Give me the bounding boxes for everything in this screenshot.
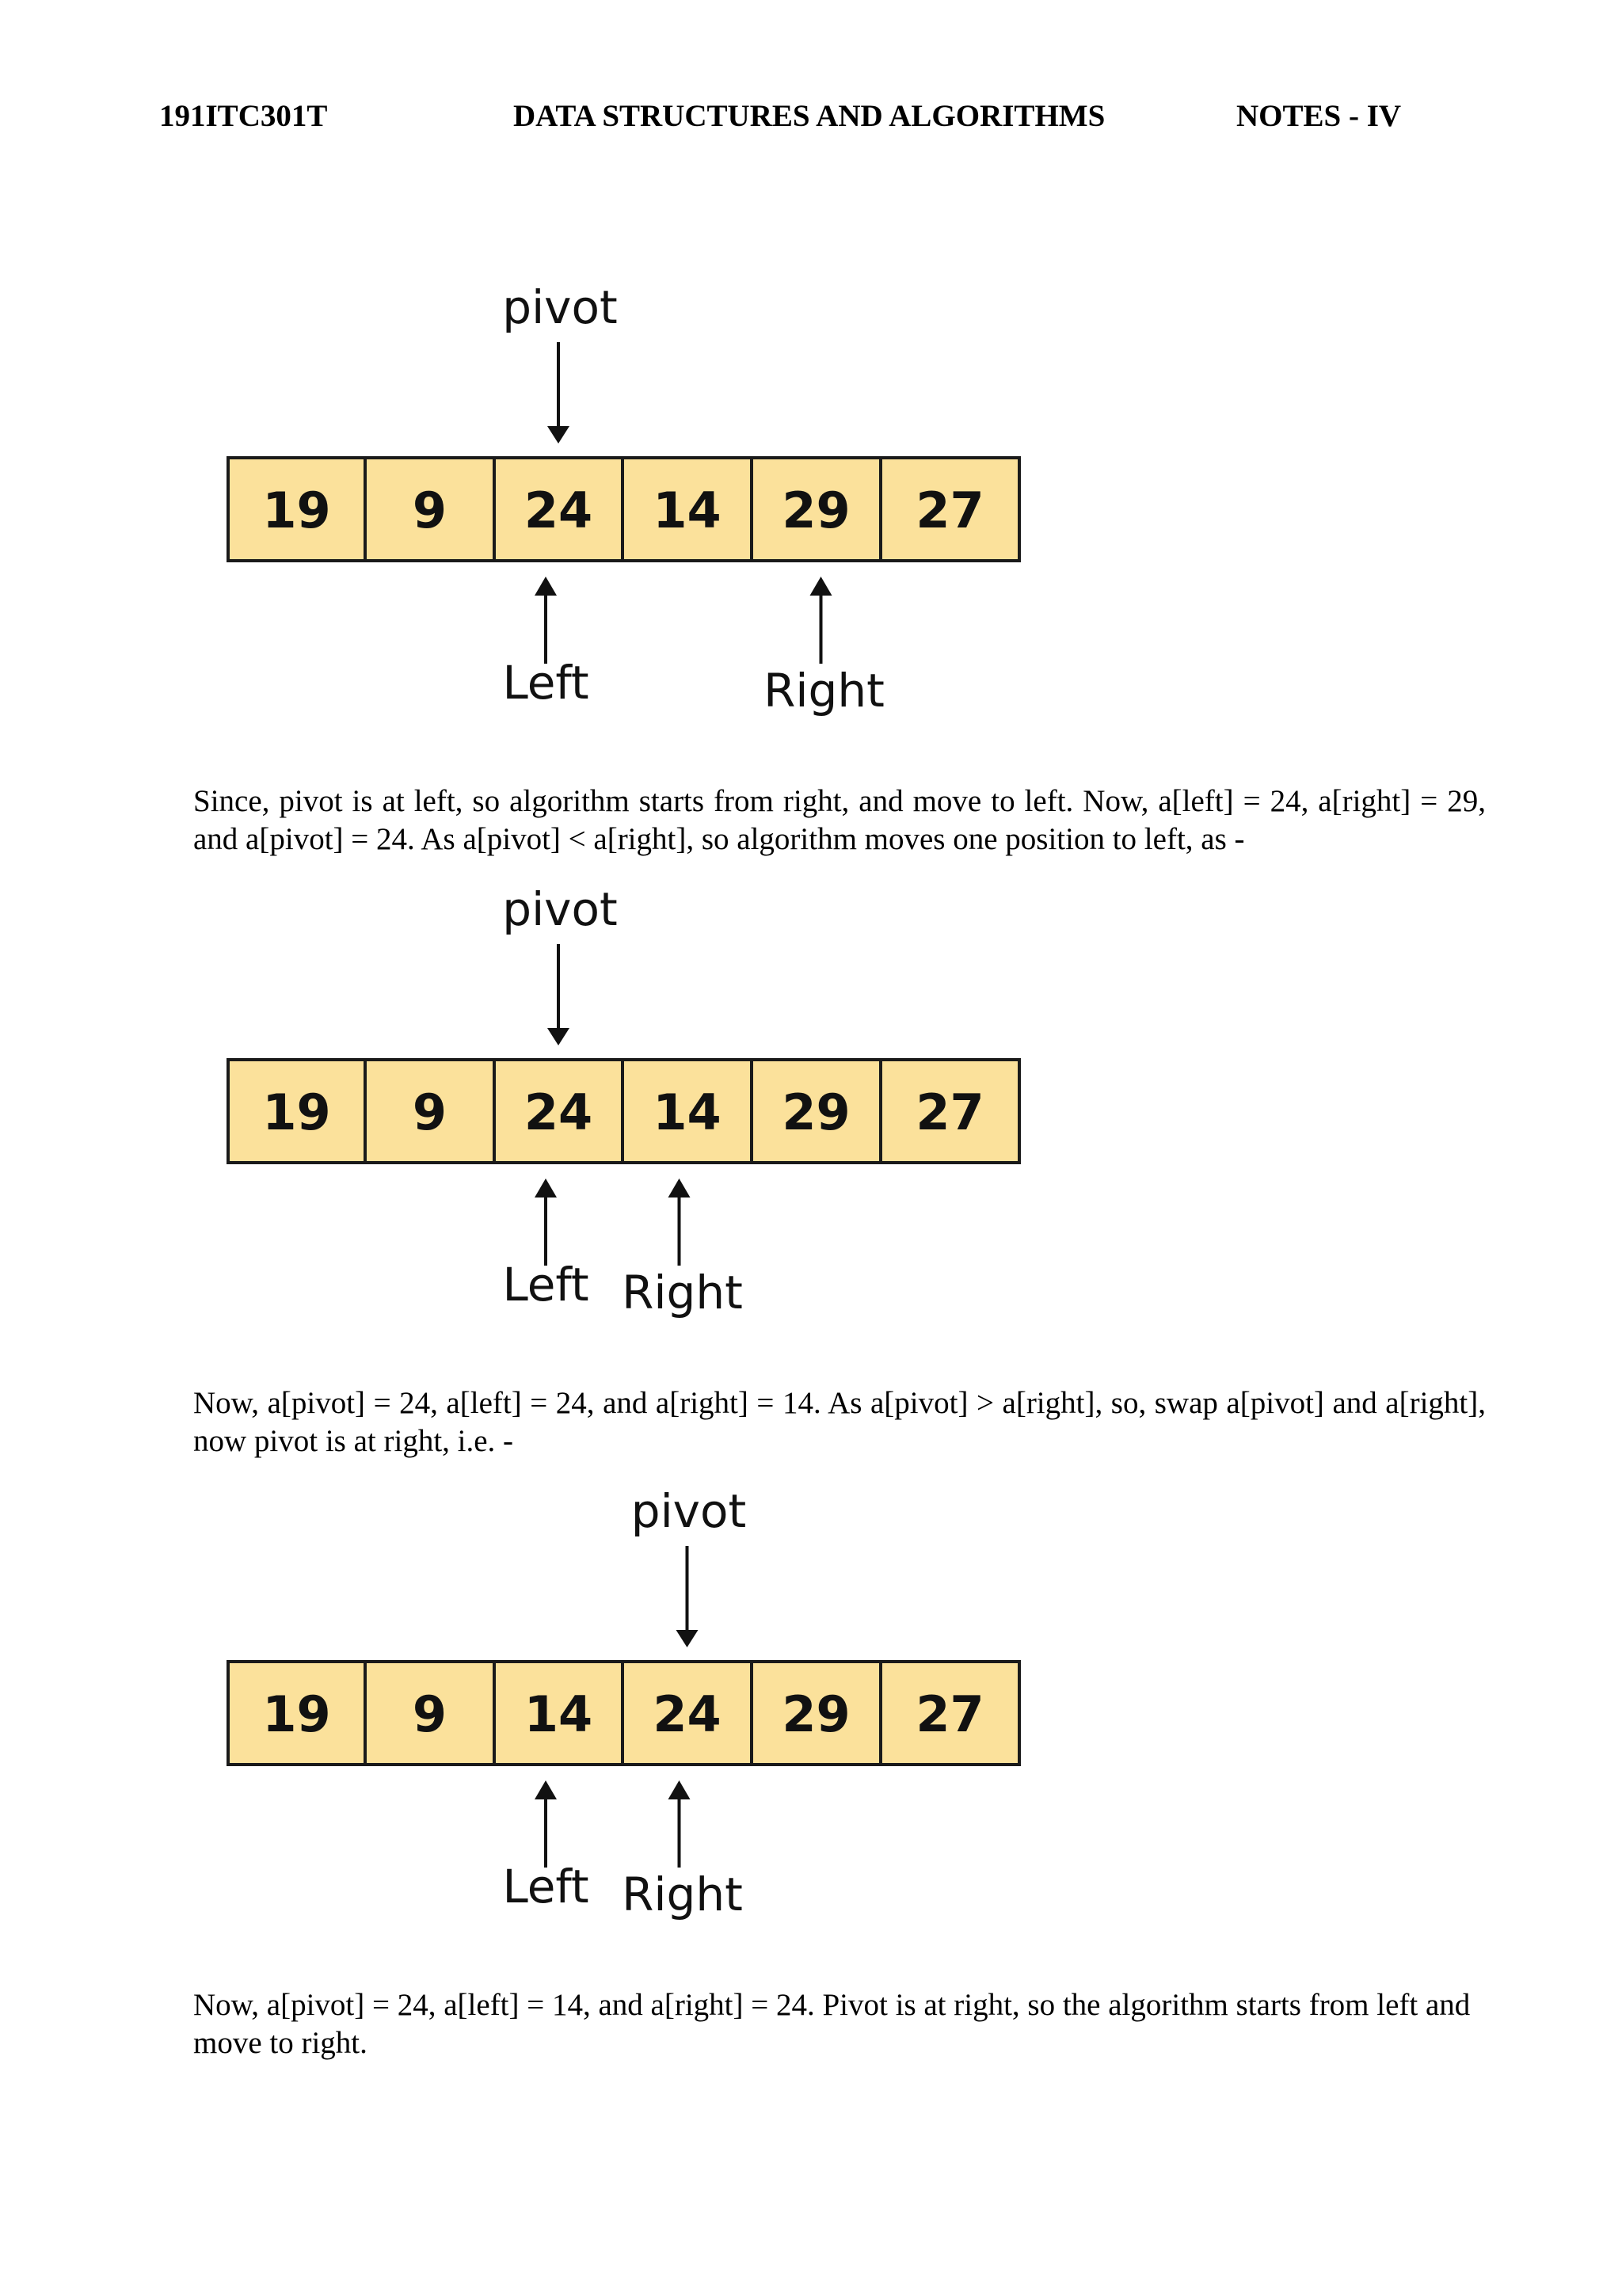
pivot-label: pivot — [502, 285, 618, 334]
header-course-code: 191ITC301T — [159, 99, 328, 133]
array-cell-value: 14 — [524, 1685, 593, 1743]
paragraph-2: Now, a[pivot] = 24, a[left] = 24, and a[right] = 14. As a[pivot] > a[right], so, swap a[pivot] and a[right], now pivot is at right, i.e. - — [193, 1386, 1486, 1458]
array-cell-value: 24 — [524, 1083, 593, 1141]
left-arrow-up-icon — [535, 1178, 557, 1197]
array-cell-value: 9 — [412, 1083, 447, 1141]
array-cell-value: 27 — [916, 1685, 984, 1743]
paragraph-1: Since, pivot is at left, so algorithm starts from right, and move to left. Now, a[left] = 24, a[right] = 29, and a[pivot] = 24. As a[pivot] < a[right], so algorithm moves one position to left, as - — [193, 784, 1486, 856]
pivot-label: pivot — [630, 1489, 747, 1538]
array-svg — [0, 887, 1622, 1331]
array-svg — [0, 285, 1622, 729]
array-diagram-2 — [0, 887, 1622, 1331]
array-cell-value: 27 — [916, 482, 984, 539]
left-label: Left — [502, 656, 589, 710]
array-cell-value: 29 — [782, 1083, 851, 1141]
array-cell-value: 14 — [653, 1083, 722, 1141]
right-arrow-up-icon — [810, 577, 832, 596]
array-cell-value: 19 — [262, 482, 331, 539]
right-label: Right — [763, 664, 885, 718]
array-diagram-1 — [0, 285, 1622, 729]
array-cell-value: 27 — [916, 1083, 984, 1141]
array-cell-value: 19 — [262, 1083, 331, 1141]
array-cell-value: 29 — [782, 1685, 851, 1743]
pivot-arrow-down-icon — [547, 1028, 569, 1045]
array-cell-value: 24 — [524, 482, 593, 539]
left-arrow-up-icon — [535, 1780, 557, 1799]
array-cell-value: 9 — [412, 1685, 447, 1743]
array-cell-value: 24 — [653, 1685, 722, 1743]
header-title: DATA STRUCTURES AND ALGORITHMS — [513, 99, 1106, 133]
array-cell-value: 29 — [782, 482, 851, 539]
array-cell-value: 9 — [412, 482, 447, 539]
left-arrow-up-icon — [535, 577, 557, 596]
paragraph-3: Now, a[pivot] = 24, a[left] = 14, and a[right] = 24. Pivot is at right, so the algorithm starts from left and move to right. — [193, 1988, 1471, 2060]
array-cell-value: 14 — [653, 482, 722, 539]
right-label: Right — [622, 1868, 743, 1921]
right-arrow-up-icon — [668, 1178, 691, 1197]
left-label: Left — [502, 1860, 589, 1913]
array-diagram-3 — [0, 1489, 1622, 1932]
header-notes-label: NOTES - IV — [1236, 99, 1402, 133]
right-arrow-up-icon — [668, 1780, 691, 1799]
pivot-arrow-down-icon — [676, 1630, 699, 1647]
array-svg — [0, 1489, 1622, 1932]
right-label: Right — [622, 1266, 743, 1319]
pivot-arrow-down-icon — [547, 426, 569, 444]
left-label: Left — [502, 1258, 589, 1312]
pivot-label: pivot — [502, 887, 618, 936]
array-cell-value: 19 — [262, 1685, 331, 1743]
